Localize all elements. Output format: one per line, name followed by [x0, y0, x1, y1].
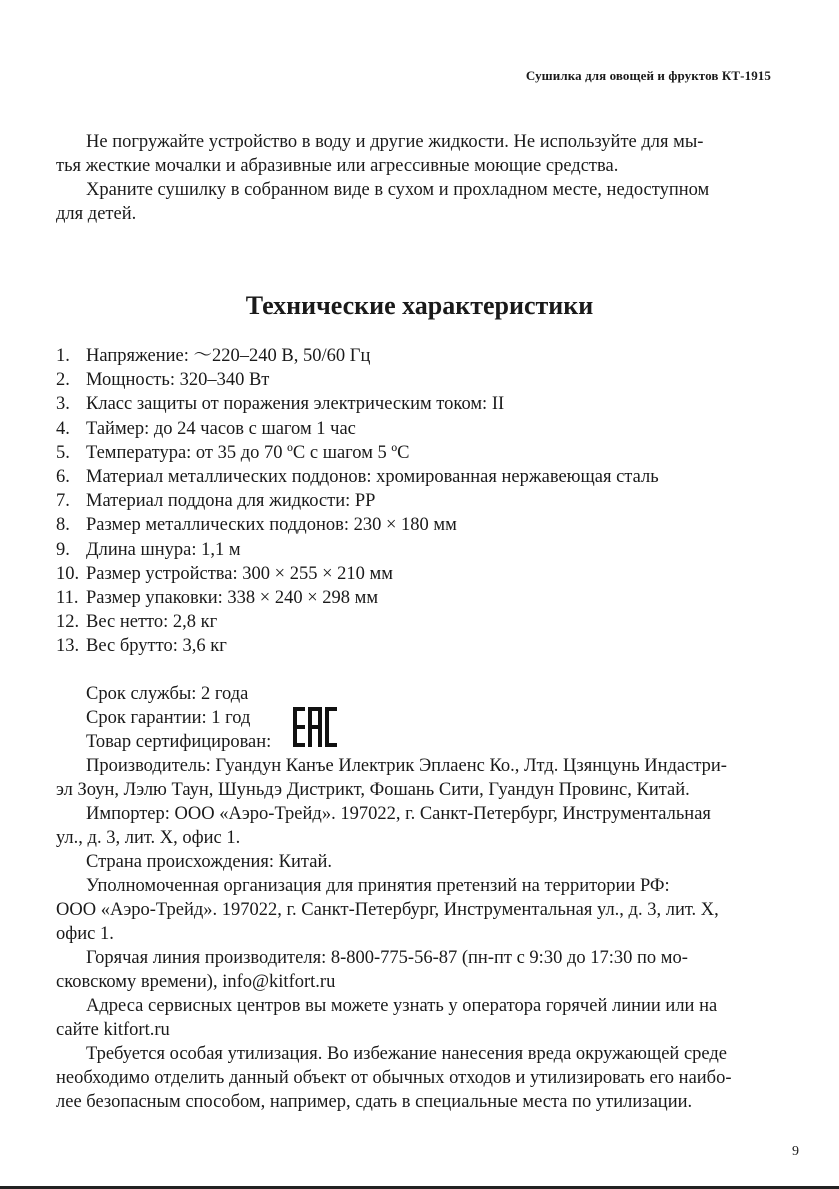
spec-item	[56, 634, 659, 658]
spec-item-text: Вес нетто: 2,8 кг	[86, 612, 218, 633]
origin: Страна происхождения: Китай.	[86, 852, 332, 872]
spec-item	[56, 513, 659, 537]
warranty: Срок гарантии: 1 год	[86, 708, 251, 728]
spec-item-number: 6.	[56, 467, 70, 488]
spec-item-number: 10.	[56, 563, 80, 584]
hotline-line1: Горячая линия производителя: 8-800-775-56-87 (пн-пт с 9:30 до 17:30 по мо-	[86, 948, 688, 968]
care-paragraph-1	[56, 130, 776, 178]
authorized-line2: ООО «Аэро-Трейд». 197022, г. Санкт-Петербург, Инструментальная ул., д. 3, лит. Х,	[56, 900, 719, 920]
care-p1-line2: тья жесткие мочалки и абразивные или агрессивные моющие средства.	[56, 156, 619, 176]
spec-item	[56, 344, 659, 368]
authorized-line3: офис 1.	[56, 924, 114, 944]
manufacturer-line2: эл Зоун, Лэлю Таун, Шуньдэ Дистрикт, Фошань Сити, Гуандун Провинс, Китай.	[56, 780, 690, 800]
spec-item-text: Таймер: до 24 часов с шагом 1 час	[86, 418, 356, 439]
spec-item	[56, 489, 659, 513]
service-life: Срок службы: 2 года	[86, 684, 249, 704]
specs-list	[56, 344, 659, 659]
spec-item-text: Температура: от 35 до 70 ºС с шагом 5 ºС	[86, 442, 410, 463]
spec-item	[56, 610, 659, 634]
spec-item-number: 2.	[56, 370, 70, 391]
care-p1-line1: Не погружайте устройство в воду и другие жидкости. Не используйте для мы-	[86, 132, 704, 152]
spec-item-number: 12.	[56, 612, 80, 633]
spec-item-text: Вес брутто: 3,6 кг	[86, 636, 227, 657]
hotline-line2: сковскому времени), info@kitfort.ru	[56, 972, 336, 992]
info-block	[56, 682, 776, 1114]
authorized-line1: Уполномоченная организация для принятия претензий на территории РФ:	[86, 876, 670, 896]
spec-item-number: 5.	[56, 442, 70, 463]
care-p2-line1: Храните сушилку в собранном виде в сухом и прохладном месте, недоступном	[86, 180, 710, 200]
spec-item-text: Материал поддона для жидкости: PP	[86, 491, 376, 512]
spec-item-text: Размер металлических поддонов: 230 × 180 мм	[86, 515, 457, 536]
importer-line1: Импортер: ООО «Аэро-Трейд». 197022, г. Санкт-Петербург, Инструментальная	[86, 804, 711, 824]
spec-item	[56, 465, 659, 489]
spec-item-number: 8.	[56, 515, 70, 536]
spec-item-number: 3.	[56, 394, 70, 415]
spec-item	[56, 586, 659, 610]
disposal-line1: Требуется особая утилизация. Во избежание нанесения вреда окружающей среде	[86, 1044, 728, 1064]
spec-item-number: 4.	[56, 418, 70, 439]
spec-item-text: Длина шнура: 1,1 м	[86, 539, 241, 560]
care-p2-line2: для детей.	[56, 204, 137, 224]
spec-item-text: Размер устройства: 300 × 255 × 210 мм	[86, 563, 393, 584]
spec-item-text: Размер упаковки: 338 × 240 × 298 мм	[86, 588, 379, 609]
spec-item-number: 1.	[56, 346, 70, 366]
disposal-line2: необходимо отделить данный объект от обычных отходов и утилизировать его наибо-	[56, 1068, 732, 1088]
disposal-line3: лее безопасным способом, например, сдать в специальные места по утилизации.	[56, 1092, 693, 1112]
running-header: Сушилка для овощей и фруктов КТ-1915	[525, 68, 771, 83]
spec-item-text: Мощность: 320–340 Вт	[86, 370, 270, 391]
service-centers-line2: сайте kitfort.ru	[56, 1020, 170, 1040]
spec-item	[56, 562, 659, 586]
spec-item-number: 13.	[56, 636, 80, 657]
spec-item-text: Напряжение: ～220–240 В, 50/60 Гц	[86, 346, 371, 366]
spec-item-text: Материал металлических поддонов: хромированная нержавеющая сталь	[86, 467, 659, 488]
spec-item-number: 11.	[56, 588, 79, 609]
spec-item	[56, 417, 659, 441]
spec-item-text: Класс защиты от поражения электрическим током: II	[86, 394, 505, 415]
certified-label: Товар сертифицирован:	[86, 732, 272, 752]
manufacturer-line1: Производитель: Гуандун Канъе Илектрик Эплаенс Ко., Лтд. Цзянцунь Индастри-	[86, 756, 727, 776]
spec-item-number: 9.	[56, 539, 70, 560]
spec-item	[56, 538, 659, 562]
eac-mark-icon	[293, 707, 337, 747]
spec-item	[56, 392, 659, 416]
page-number: 9	[792, 1144, 799, 1159]
spec-item	[56, 368, 659, 392]
care-paragraph-2	[56, 178, 776, 226]
specs-title: Технические характеристики	[245, 291, 594, 320]
spec-item-number: 7.	[56, 491, 70, 512]
importer-line2: ул., д. 3, лит. Х, офис 1.	[56, 828, 241, 848]
spec-item	[56, 441, 659, 465]
service-centers-line1: Адреса сервисных центров вы можете узнать у оператора горячей линии или на	[86, 996, 718, 1016]
